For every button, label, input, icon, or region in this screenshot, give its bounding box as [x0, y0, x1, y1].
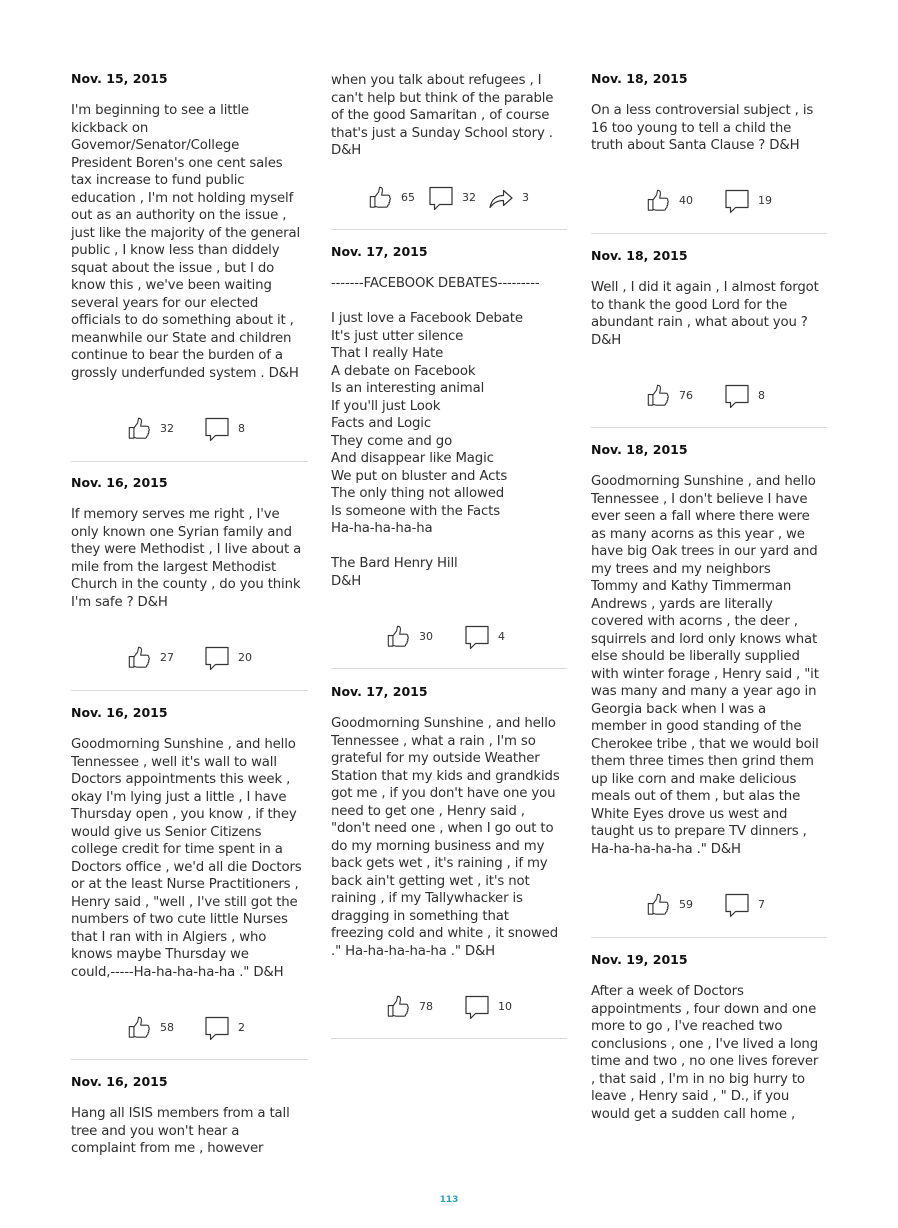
like-count: 58 — [160, 1021, 174, 1034]
post — [591, 952, 827, 1123]
post-date: Nov. 19, 2015 — [591, 952, 688, 967]
post-divider — [331, 668, 567, 669]
post-text: Goodmorning Sunshine , and hello Tennessee , well it's wall to wall Doctors appointments this week , okay I'm lying just a little , I have Thursday open , you know , if they would give us Senior Citizens college credit for time spent in a Doctors office , we'd all die Doctors or at the least Nurse Practitioners , Henry said , "well , I've still got the numbers of two cute little Nurses that I ran with in Algiers , who knows maybe Thursday we could,-----Ha-ha-ha-ha-ha ." D&H — [71, 737, 302, 980]
post-date: Nov. 17, 2015 — [331, 684, 428, 699]
thumbs-up-icon — [368, 185, 392, 209]
comment-count: 32 — [462, 191, 476, 204]
thumbs-up-icon — [127, 1015, 151, 1039]
thumbs-up-icon — [646, 892, 670, 916]
post — [71, 1074, 308, 1158]
post-actions — [591, 892, 827, 918]
comment-icon — [204, 645, 230, 671]
post — [591, 442, 827, 858]
thumbs-up-icon — [127, 416, 151, 440]
post-actions — [591, 188, 827, 214]
comment-count: 8 — [758, 389, 765, 402]
post-date: Nov. 16, 2015 — [71, 1074, 168, 1089]
comment-icon — [724, 892, 750, 918]
like-count: 32 — [160, 422, 174, 435]
post-text: Hang all ISIS members from a tall tree and you won't hear a complaint from me , however — [71, 1106, 290, 1156]
like-count: 40 — [679, 194, 693, 207]
post-text: After a week of Doctors appointments , four down and one more to go , I've reached two conclusions , one , I've lived a long time and two , no one lives forever , that said , I'm in no big hurry to leave , Henry said , " D., if you would get a sudden call home , — [591, 984, 819, 1122]
post-text: Goodmorning Sunshine , and hello Tennessee , what a rain , I'm so grateful for my outside Weather Station that my kids and grandkids got me , if you don't have one you need to get one , Henry said , "don't need one , when I go out to do my morning business and my back gets wet , it's raining , if my back ain't getting wet , it's not raining , if my Tallywhacker is dragging in something that freezing cold and white , it snowed ." Ha-ha-ha-ha-ha ." D&H — [331, 716, 560, 959]
comment-count: 2 — [238, 1021, 245, 1034]
like-count: 30 — [419, 630, 433, 643]
thumbs-up-icon — [386, 994, 410, 1018]
like-count: 59 — [679, 898, 693, 911]
thumbs-up-icon — [646, 383, 670, 407]
like-count: 76 — [679, 389, 693, 402]
comment-icon — [464, 994, 490, 1020]
comment-count: 7 — [758, 898, 765, 911]
comment-icon — [724, 383, 750, 409]
comment-icon — [204, 1015, 230, 1041]
post-divider — [591, 233, 827, 234]
like-count: 78 — [419, 1000, 433, 1013]
post-actions — [331, 624, 567, 650]
post-text: On a less controversial subject , is 16 too young to tell a child the truth about Santa Clause ? D&H — [591, 103, 814, 153]
post — [71, 705, 308, 981]
post-divider — [71, 1059, 308, 1060]
post-actions — [71, 416, 308, 442]
post-continued — [331, 72, 567, 160]
post-actions — [591, 383, 827, 409]
thumbs-up-icon — [127, 645, 151, 669]
post-date: Nov. 16, 2015 — [71, 475, 168, 490]
share-icon — [488, 185, 514, 211]
post — [591, 71, 827, 155]
thumbs-up-icon — [386, 624, 410, 648]
post-text: Well , I did it again , I almost forgot to thank the good Lord for the abundant rain , what about you ? D&H — [591, 280, 819, 348]
post-date: Nov. 18, 2015 — [591, 248, 688, 263]
comment-count: 20 — [238, 651, 252, 664]
comment-count: 19 — [758, 194, 772, 207]
post-divider — [591, 427, 827, 428]
post — [71, 71, 308, 382]
post-actions — [331, 994, 567, 1020]
comment-icon — [464, 624, 490, 650]
post-date: Nov. 16, 2015 — [71, 705, 168, 720]
comment-count: 10 — [498, 1000, 512, 1013]
post — [591, 248, 827, 349]
post-date: Nov. 18, 2015 — [591, 71, 688, 86]
post-divider — [591, 937, 827, 938]
post-text: -------FACEBOOK DEBATES--------- I just love a Facebook Debate It's just utter silence That I really Hate A debate on Facebook Is an interesting animal If you'll just Look Facts and Logic They come and go And disappear like Magic We put on bluster and Acts The only thing not allowed Is someone with the Facts Ha-ha-ha-ha-ha The Bard Henry Hill D&H — [331, 276, 540, 589]
post-date: Nov. 15, 2015 — [71, 71, 168, 86]
post-actions — [71, 645, 308, 671]
post-divider — [331, 1038, 567, 1039]
share-count: 3 — [522, 191, 529, 204]
post — [331, 244, 567, 590]
post-text: Goodmorning Sunshine , and hello Tennessee , I don't believe I have ever seen a fall where there were as many acorns as this year , we have big Oak trees in our yard and my trees and my neighbors Tommy and Kathy Timmerman Andrews , yards are literally covered with acorns , the deer , squirrels and lord only knows what else should be liberally supplied with winter forage , Henry said , "it was many and many a year ago in Georgia back when I was a member in good standing of the Cherokee tribe , that we would boil them three times then grind them up like corn and make delicious meals out of them , but alas the White Eyes drove us west and taught us to prepare TV dinners , Ha-ha-ha-ha-ha ." D&H — [591, 474, 819, 857]
post-divider — [71, 690, 308, 691]
post — [331, 684, 567, 960]
post-text: I'm beginning to see a little kickback on Govemor/Senator/College President Boren's one cent sales tax increase to fund public education , I'm not holding myself out as an authority on the issue , just like the majority of the general public , I know less than diddely squat about the issue , but I do know this , we've been waiting several years for our elected officials to do something about it , meanwhile our State and children continue to bear the burden of a grossly underfunded system . D&H — [71, 103, 301, 381]
comment-count: 4 — [498, 630, 505, 643]
post — [71, 475, 308, 611]
post-actions — [71, 1015, 308, 1041]
like-count: 65 — [401, 191, 415, 204]
post-text: when you talk about refugees , I can't help but think of the parable of the good Samaritan , of course that's just a Sunday School story . D&H — [331, 73, 554, 158]
page-number: 113 — [439, 1195, 459, 1205]
post-text: If memory serves me right , I've only known one Syrian family and they were Methodist , I live about a mile from the largest Methodist Church in the county , do you think I'm safe ? D&H — [71, 507, 302, 610]
comment-icon — [428, 185, 454, 211]
thumbs-up-icon — [646, 188, 670, 212]
post-date: Nov. 18, 2015 — [591, 442, 688, 457]
post-date: Nov. 17, 2015 — [331, 244, 428, 259]
comment-icon — [724, 188, 750, 214]
post-divider — [71, 461, 308, 462]
post-actions — [331, 185, 567, 211]
like-count: 27 — [160, 651, 174, 664]
comment-icon — [204, 416, 230, 442]
comment-count: 8 — [238, 422, 245, 435]
post-divider — [331, 229, 567, 230]
